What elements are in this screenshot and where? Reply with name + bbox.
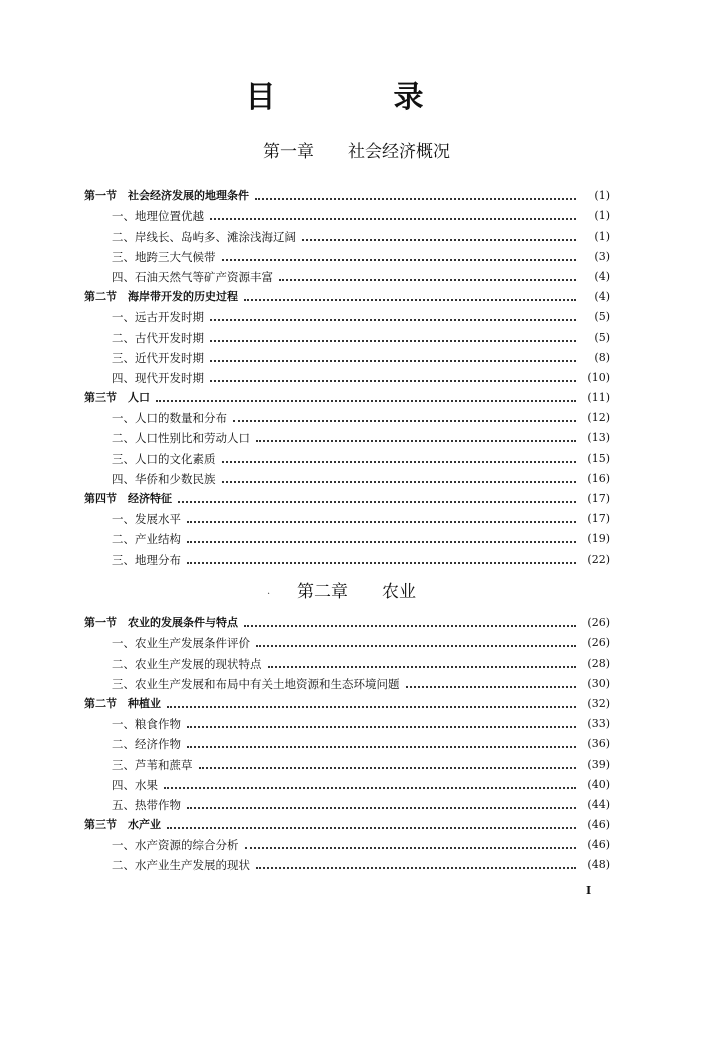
entry-label: 第三节 水产业: [84, 818, 161, 832]
dot-leader: [210, 218, 576, 220]
toc-item-entry: [84, 546, 610, 566]
entry-page-number: (1): [594, 229, 610, 243]
entry-page-number: (4): [594, 269, 610, 283]
entry-label: 一、水产资源的综合分析: [112, 838, 239, 853]
dot-leader: [167, 827, 576, 829]
dot-leader: [244, 625, 576, 627]
entry-page-number: (46): [587, 838, 610, 852]
toc-item-entry: [84, 425, 610, 445]
entry-page-number: (40): [587, 777, 610, 791]
dot-leader: [244, 299, 576, 301]
entry-label: 第二节 种植业: [84, 696, 161, 710]
entry-label: 一、农业生产发展条件评价: [112, 636, 250, 651]
entry-label: 五、热带作物: [112, 797, 181, 812]
dot-leader: [187, 541, 576, 543]
entry-page-number: (15): [587, 451, 610, 465]
entry-page-number: (30): [587, 676, 610, 690]
entry-label: 第三节 人口: [84, 391, 150, 405]
toc-item-entry: [84, 445, 610, 465]
stray-mark: ·: [267, 589, 271, 600]
entry-page-number: (10): [587, 370, 610, 384]
toc-item-entry: [84, 772, 610, 792]
dot-leader: [187, 746, 576, 748]
entry-page-number: (33): [587, 717, 610, 731]
dot-leader: [187, 521, 576, 523]
toc-item-entry: [84, 671, 610, 691]
entry-page-number: (22): [587, 552, 610, 566]
dot-leader: [164, 787, 576, 789]
toc-section-entry: [84, 385, 610, 405]
toc-item-entry: [84, 526, 610, 546]
entry-page-number: (11): [587, 391, 610, 405]
page-title: 目 录: [245, 80, 468, 115]
dot-leader: [187, 562, 576, 564]
entry-page-number: (4): [594, 290, 610, 304]
toc-item-entry: [84, 466, 610, 486]
toc-item-entry: [84, 244, 610, 264]
toc-item-entry: [84, 345, 610, 365]
entry-label: 三、芦苇和蔗草: [112, 757, 193, 772]
toc-item-entry: [84, 832, 610, 852]
dot-leader: [268, 666, 577, 668]
dot-leader: [256, 440, 576, 442]
dot-leader: [199, 767, 577, 769]
entry-label: 二、产业结构: [112, 532, 181, 547]
page-number: I: [586, 884, 592, 897]
entry-page-number: (12): [587, 411, 610, 425]
toc-list: [84, 183, 610, 567]
entry-page-number: (5): [594, 330, 610, 344]
dot-leader: [210, 360, 576, 362]
entry-label: 第二节 海岸带开发的历史过程: [84, 290, 238, 304]
entry-page-number: (28): [587, 656, 610, 670]
toc-item-entry: [84, 304, 610, 324]
dot-leader: [210, 380, 576, 382]
dot-leader: [222, 259, 577, 261]
dot-leader: [255, 198, 576, 200]
entry-page-number: (39): [587, 757, 610, 771]
dot-leader: [256, 867, 576, 869]
entry-label: 二、岸线长、岛屿多、滩涂浅海辽阔: [112, 229, 296, 244]
toc-item-entry: [84, 223, 610, 243]
dot-leader: [279, 279, 576, 281]
dot-leader: [302, 239, 576, 241]
chapter-heading: 第二章 农业: [297, 582, 416, 602]
entry-label: 四、华侨和少数民族: [112, 471, 216, 486]
toc-item-entry: [84, 365, 610, 385]
entry-page-number: (19): [587, 532, 610, 546]
entry-label: 一、远古开发时期: [112, 310, 204, 325]
chapter-heading: 第一章 社会经济概况: [263, 142, 450, 162]
toc-item-entry: [84, 506, 610, 526]
entry-page-number: (17): [587, 512, 610, 526]
entry-label: 三、人口的文化素质: [112, 451, 216, 466]
entry-label: 第一节 农业的发展条件与特点: [84, 616, 238, 630]
entry-page-number: (8): [594, 350, 610, 364]
entry-label: 一、人口的数量和分布: [112, 411, 227, 426]
entry-label: 二、农业生产发展的现状特点: [112, 656, 262, 671]
toc-section-entry: [84, 183, 610, 203]
toc-item-entry: [84, 711, 610, 731]
entry-label: 四、石油天然气等矿产资源丰富: [112, 269, 273, 284]
entry-page-number: (3): [594, 249, 610, 263]
toc-section-entry: [84, 691, 610, 711]
entry-label: 四、水果: [112, 777, 158, 792]
entry-label: 二、经济作物: [112, 737, 181, 752]
entry-page-number: (46): [587, 818, 610, 832]
toc-item-entry: [84, 852, 610, 872]
entry-page-number: (26): [587, 636, 610, 650]
dot-leader: [222, 461, 577, 463]
toc-item-entry: [84, 630, 610, 650]
entry-label: 一、发展水平: [112, 512, 181, 527]
dot-leader: [406, 686, 577, 688]
toc-item-entry: [84, 751, 610, 771]
entry-label: 三、农业生产发展和布局中有关土地资源和生态环境问题: [112, 676, 400, 691]
toc-section-entry: [84, 284, 610, 304]
entry-page-number: (36): [587, 737, 610, 751]
entry-page-number: (5): [594, 310, 610, 324]
dot-leader: [256, 645, 576, 647]
toc-item-entry: [84, 731, 610, 751]
toc-item-entry: [84, 324, 610, 344]
entry-label: 第一节 社会经济发展的地理条件: [84, 189, 249, 203]
entry-page-number: (26): [587, 616, 610, 630]
dot-leader: [210, 319, 576, 321]
toc-item-entry: [84, 792, 610, 812]
entry-page-number: (44): [587, 797, 610, 811]
dot-leader: [210, 340, 576, 342]
dot-leader: [233, 420, 576, 422]
entry-label: 三、地理分布: [112, 552, 181, 567]
toc-section-entry: [84, 486, 610, 506]
entry-label: 四、现代开发时期: [112, 370, 204, 385]
dot-leader: [222, 481, 577, 483]
entry-page-number: (13): [587, 431, 610, 445]
entry-label: 二、古代开发时期: [112, 330, 204, 345]
dot-leader: [156, 400, 576, 402]
entry-page-number: (32): [587, 696, 610, 710]
entry-label: 一、地理位置优越: [112, 209, 204, 224]
toc-item-entry: [84, 650, 610, 670]
entry-page-number: (1): [594, 209, 610, 223]
entry-page-number: (16): [587, 471, 610, 485]
toc-list: [84, 610, 610, 872]
dot-leader: [167, 706, 576, 708]
entry-label: 三、近代开发时期: [112, 350, 204, 365]
entry-label: 一、粮食作物: [112, 717, 181, 732]
entry-label: 二、人口性别比和劳动人口: [112, 431, 250, 446]
toc-item-entry: [84, 203, 610, 223]
entry-page-number: (17): [587, 492, 610, 505]
toc-item-entry: [84, 264, 610, 284]
entry-label: 二、水产业生产发展的现状: [112, 858, 250, 873]
entry-label: 第四节 经济特征: [84, 492, 172, 505]
entry-label: 三、地跨三大气候带: [112, 249, 216, 264]
dot-leader: [245, 847, 577, 849]
toc-item-entry: [84, 405, 610, 425]
dot-leader: [187, 807, 576, 809]
entry-page-number: (1): [594, 189, 610, 203]
dot-leader: [187, 726, 576, 728]
entry-page-number: (48): [587, 858, 610, 872]
toc-section-entry: [84, 610, 610, 630]
toc-section-entry: [84, 812, 610, 832]
dot-leader: [178, 501, 576, 503]
